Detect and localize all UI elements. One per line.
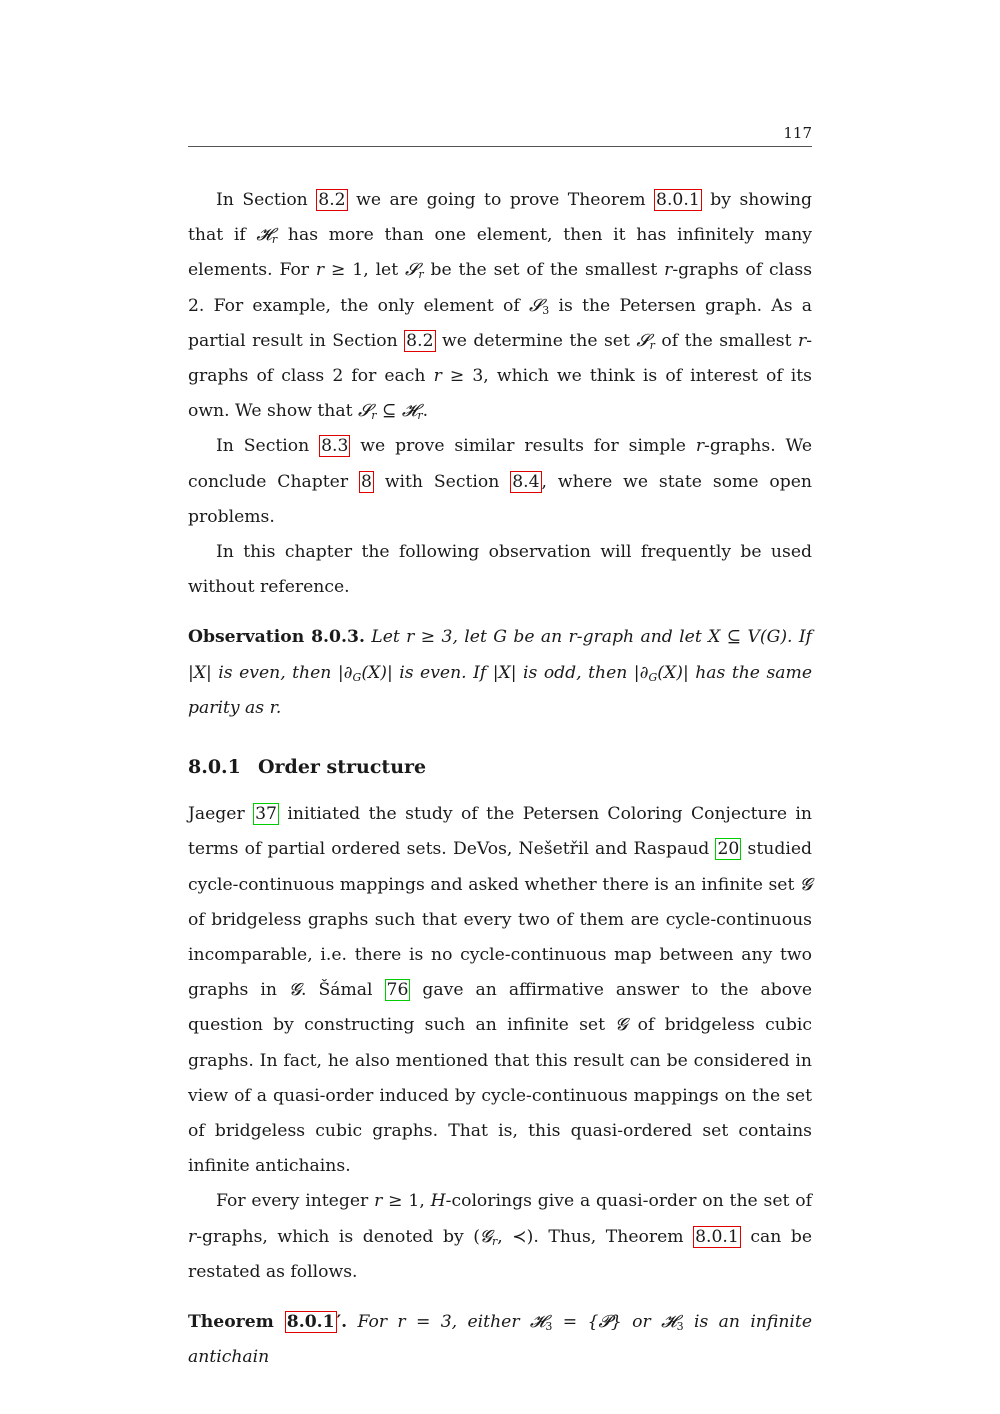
theorem-link-8-0-1-third[interactable]: 8.0.1 <box>286 1312 335 1333</box>
citation-link-76[interactable]: 76 <box>386 980 409 1001</box>
section-link-8-4[interactable]: 8.4 <box>512 471 540 492</box>
theorem-link-8-0-1-second[interactable]: 8.0.1 <box>695 1226 739 1247</box>
paragraph-quasi-order: For every integer r ≥ 1, H-colorings give a quasi-order on the set of r-graphs, which is denoted by (𝓖$_r$, ≺). Thus, Theorem 8.0.1 can be restated as follows. <box>188 1191 813 1282</box>
theorem-link-8-0-1[interactable]: 8.0.1 <box>656 190 700 210</box>
running-header <box>188 124 812 147</box>
section-link-8-2[interactable]: 8.2 <box>318 190 346 210</box>
page-content <box>188 183 812 1376</box>
section-link-8-2-second[interactable]: 8.2 <box>406 330 434 351</box>
theorem-8-0-1-prime: Theorem 8.0.1 ′. For r = 3, either 𝓗$_3$ = {𝓟} or 𝓗$_3$ is an infinite antichain <box>188 1312 812 1368</box>
paragraph-observation-intro: In this chapter the following observation will frequently be used without reference. <box>188 542 812 598</box>
observation-8-0-3: Observation 8.0.3. Let r ≥ 3, let G be an r-graph and let X ⊆ V(G). If |X| is even, then $|\partial_G(X)|$ is even. If |X| is odd, then $|\partial_G(X)|$ has the same parity as r. <box>188 627 813 718</box>
citation-link-20[interactable]: 20 <box>717 839 740 860</box>
page-number: 117 <box>783 124 812 142</box>
paragraph-intro: In Section 8.2 we are going to prove Theorem 8.0.1 by showing that if 𝓗$_r$ has more than one element, then it has infinitely many elements. For r ≥ 1, let 𝓢$_r$ be the set of the smallest r-graphs of class 2. For example, the only element of 𝓢$_3$ is the Petersen graph. As a partial result in Section 8.2 we determine the set 𝓢$_r$ of the smallest r-graphs of class 2 for each r ≥ 3, which we think is of interest of its own. We show that 𝓢$_r$ ⊆ 𝓗$_r$. <box>188 190 813 423</box>
section-link-8-3[interactable]: 8.3 <box>321 436 349 457</box>
section-heading-order-structure <box>188 750 812 785</box>
chapter-link-8[interactable]: 8 <box>360 471 372 492</box>
citation-link-37[interactable]: 37 <box>255 804 277 825</box>
paragraph-jaeger: Jaeger 37 initiated the study of the Petersen Coloring Conjecture in terms of partial ordered sets. DeVos, Nešetřil and Raspaud 20 studied cycle-continuous mappings and asked whether there is an infinite set 𝓖 of bridgeless graphs such that every two of them are cycle-continuous incomparable, i.e. there is no cycle-continuous map between any two graphs in 𝓖. Šámal 76 gave an affirmative answer to the above question by constructing such an infinite set 𝓖 of bridgeless cubic graphs. In fact, he also mentioned that this result can be considered in view of a quasi-order induced by cycle-continuous mappings on the set of bridgeless cubic graphs. That is, this quasi-ordered set contains infinite antichains. <box>188 804 812 1177</box>
section-title: Order structure <box>258 756 427 779</box>
observation-label: Observation 8.0.3. <box>188 627 365 648</box>
section-number: 8.0.1 <box>188 756 241 779</box>
paragraph-section-overview: In Section 8.3 we prove similar results for simple r-graphs. We conclude Chapter 8 with Section 8.4 , where we state some open problems. <box>188 436 813 527</box>
